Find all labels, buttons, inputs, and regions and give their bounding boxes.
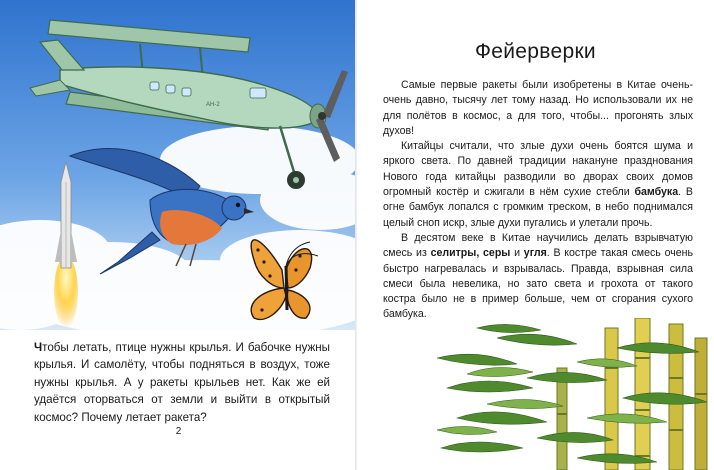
paragraph-2-text-a: Китайцы считали, что злые духи очень боятся шума и яркого света. По давней традиции накануне празднования Нового года китайцы разводили во дворах своих домов огромный костёр и сжигали в нём сухие стебли xyxy=(383,140,693,199)
term-saltpeter-sulfur: селитры, серы xyxy=(430,247,511,260)
paragraph-2 xyxy=(383,139,693,231)
sky-scene-illustration xyxy=(0,0,357,330)
term-coal: угля xyxy=(523,247,547,260)
paragraph-2-text-b: . В огне бамбук лопался с громким треском, в небо поднимался целый сноп искр, злые духи пугались и улетали прочь. xyxy=(383,186,693,229)
article-body xyxy=(383,78,693,323)
left-page-paragraph xyxy=(34,339,330,426)
drop-cap: Ч xyxy=(34,341,43,354)
term-bamboo: бамбука xyxy=(634,186,679,199)
right-page xyxy=(357,0,714,470)
airplane-marking: АН-2 xyxy=(206,102,220,108)
page-number: 2 xyxy=(175,426,182,437)
paragraph-3 xyxy=(383,231,693,323)
bamboo-illustration xyxy=(437,318,714,470)
page-title: Фейерверки xyxy=(475,40,596,63)
left-illustration xyxy=(0,0,357,330)
paragraph-3-conjunction: и xyxy=(510,247,524,260)
left-paragraph-text: тобы летать, птице нужны крылья. И бабочке нужны крылья. И самолёту, чтобы подняться в воздух, тоже нужны крылья. А у ракеты крыльев нет. Как же ей удаётся оторваться от земли и выйти в открытый космос? Почему летает ракета? xyxy=(34,341,330,424)
paragraph-3-text-a: В десятом веке в Китае научились делать взрывчатую смесь из xyxy=(383,231,693,260)
bamboo-icon xyxy=(437,318,714,470)
paragraph-1: Самые первые ракеты были изобретены в Китае очень-очень давно, тысячу лет тому назад. Но использовали их не для полётов в космос, а для того, чтобы... прогонять злых духов! xyxy=(383,79,693,137)
paragraph-3-text-b: . В костре такая смесь очень быстро нагревалась и взрывалась. Правда, взрывная сила смеси была невелика, но зато света и грохота от такого костра было не в пример больше, чем от сгорания сухого бамбука. xyxy=(383,247,694,321)
